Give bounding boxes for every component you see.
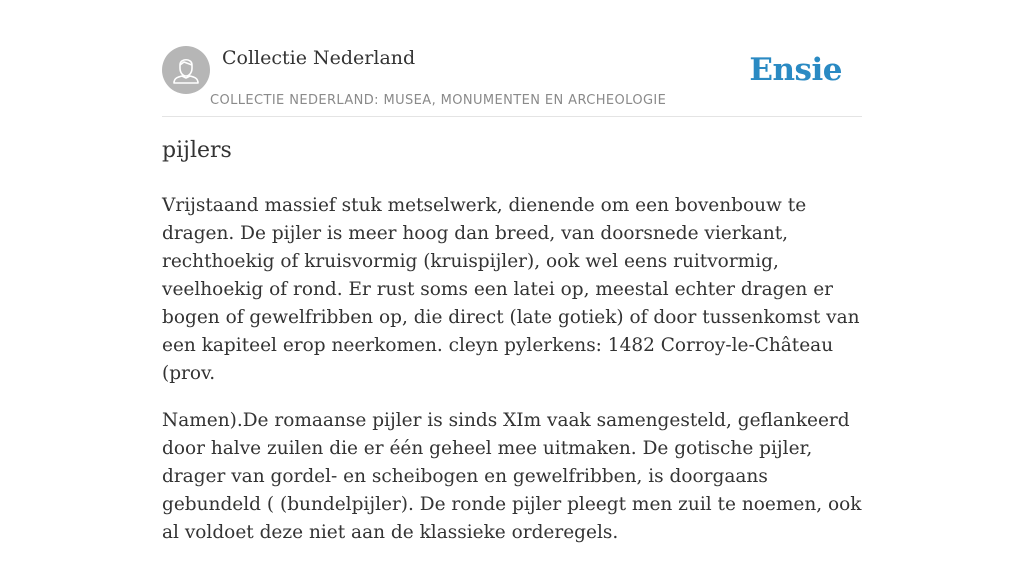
user-silhouette-icon[interactable] (162, 46, 210, 94)
brand-logo[interactable]: Ensie (749, 52, 842, 88)
article-paragraph: Namen).De romaanse pijler is sinds XIm vaak samengesteld, geflankeerd door halve zuilen die er één geheel mee uitmaken. De gotische pijler, drager van gordel- en scheibogen en gewelfribben, is doorgaans gebundeld ( (bundelpijler). De ronde pijler pleegt men zuil te noemen, ook al voldoet deze niet aan de klassieke orderegels. (162, 410, 862, 543)
article-paragraph: Vrijstaand massief stuk metselwerk, dienende om een bovenbouw te dragen. De pijler is meer hoog dan breed, van doorsnede vierkant, rechthoekig of kruisvormig (kruispijler), ook wel eens ruitvormig, veelhoekig of rond. Er rust soms een latei op, meestal echter dragen er bogen of gewelfribben op, die direct (late gotiek) of door tussenkomst van een kapiteel erop neerkomen. cleyn pylerkens: 1482 Corroy-le-Château (prov. (162, 195, 860, 384)
source-name-link[interactable]: Collectie Nederland (222, 47, 416, 69)
page-title: pijlers (162, 138, 232, 163)
article-body (162, 192, 862, 566)
source-subtitle: COLLECTIE NEDERLAND: MUSEA, MONUMENTEN EN ARCHEOLOGIE (210, 93, 667, 108)
source-header (162, 46, 862, 117)
